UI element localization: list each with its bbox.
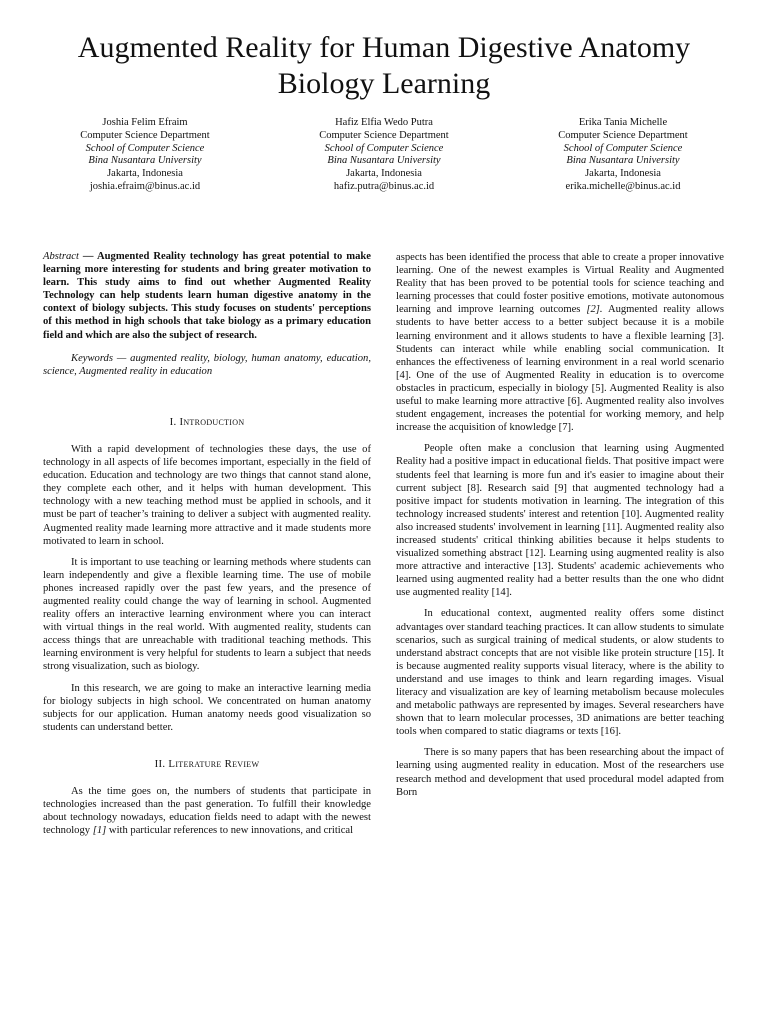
author-dept: Computer Science Department: [558, 129, 688, 141]
lit-text-b: with particular references to new innovations, and critical: [106, 825, 354, 837]
author-name: Hafiz Elfia Wedo Putra: [335, 117, 433, 128]
abstract-text: Augmented Reality technology has great potential to make learning more interesting for students and bring greater motivation to learn. This study aims to find out whether Augmented Reality Technology can help students learn human digestive anatomy in the context of biology subjects. This study focuses on students' perceptions of this method in high schools that take biology as a primary education field and which are also the subject of research.: [43, 251, 371, 341]
section-heading-introduction: I. Introduction: [169, 415, 245, 428]
lit-text-a: As the time goes on, the numbers of students that participate in technologies increased than the past generation. To fulfill their knowledge about technology nowadays, education fields need to adapt with the newest technology: [43, 786, 371, 837]
keywords: [43, 352, 371, 378]
right-text-b: Augmented reality allows students to have better access to a better subject because it is a mobile learning environment and it allows students to have a flexible learning [3]. Students can interact while while enabling social communication. It enhances the effectiveness of learning environment in a real world scenario [4]. One of the use of Augmented Reality in education is to overcome obstacles in practicum, especially in biology [5]. Augmented Reality is also useful to make learning more attractive [6]. Augmented reality also involves student engagement, increases the potential for working memory, and help increase the acquisition of knowledge [7].: [396, 304, 724, 434]
author-dept: Computer Science Department: [80, 129, 210, 141]
literature-paragraph: [43, 785, 371, 837]
section-heading-literature-review: II. Literature Review: [154, 757, 260, 770]
citation: [2].: [586, 304, 603, 316]
author-university: Bina Nusantara University: [566, 155, 680, 167]
abstract-label: Abstract: [43, 251, 79, 262]
author-city: Jakarta, Indonesia: [346, 168, 422, 180]
keywords-label: Keywords: [71, 352, 113, 364]
citation: [1]: [92, 825, 107, 837]
keywords-separator: —: [112, 352, 131, 364]
body-paragraph: There is so many papers that has been researching about the impact of learning using augmented reality in education. Most of the researchers use research method and development that used procedural model adapted from Born: [396, 747, 724, 798]
author-2: [269, 117, 499, 194]
paper-title: Augmented Reality for Human Digestive Anatomy Biology Learning: [77, 31, 691, 100]
abstract-separator: —: [78, 251, 97, 262]
left-column: [43, 250, 371, 837]
author-city: Jakarta, Indonesia: [107, 168, 183, 180]
keywords-text: augmented reality, biology, human anatomy, education, science, Augmented reality in education: [43, 352, 371, 377]
author-3: [508, 117, 738, 194]
author-dept: Computer Science Department: [319, 129, 449, 141]
right-text-a: aspects has been identified the process that able to create a proper innovative learning. One of the newest examples is Virtual Reality and Augmented Reality that has been proved to be potential tools for science teaching and learning processes that could foster positive emotions, motivate autonomous learning and improve learning outcomes: [396, 252, 724, 316]
author-school: School of Computer Science: [85, 142, 205, 154]
author-1: [30, 117, 260, 194]
continued-paragraph: [396, 251, 724, 434]
body-paragraph: People often make a conclusion that learning using Augmented Reality had a positive impact in educational fields. That positive impact were students feel that learning is more fun and it's easier to imagine about their current subject [8]. Research said [9] that augmented technology had a positive impact for students motivation in learning. The integration of this technology increased students' interest and retention [10]. Augmented reality also increased students' involvement in learning [11]. Augmented reality also increased students' critical thinking abilities because it helps students to visualized something abstract [12]. Learning using augmented reality is also more attractive and interactive [13]. Students' academic achievements who learned using augmented reality had a better results than the one who didnt use augmented reality [14].: [396, 443, 724, 599]
author-block: [30, 117, 738, 194]
author-email: hafiz.putra@binus.ac.id: [333, 180, 435, 192]
author-university: Bina Nusantara University: [327, 155, 441, 167]
right-column: [396, 251, 724, 799]
author-school: School of Computer Science: [324, 142, 444, 154]
author-email: erika.michelle@binus.ac.id: [565, 180, 681, 192]
intro-paragraph: With a rapid development of technologies these days, the use of technology in all aspects of life becomes important, especially in the field of education. Education and technology are two things that cannot stand alone, they complete each other, and it helps with human development. This technology with a new teaching method must be applied in schools, and it must be part of teacher’s training to deliver a subject with augmented reality. Augmented reality made learning more attractive and it made students more motivated to learn in school.: [43, 443, 371, 547]
body-paragraph: In educational context, augmented reality offers some distinct advantages over standard teaching practices. It can allow students to simulate scenarios, such as surgical training of medical students, or alow students to understand abstract concepts that are not visible like protein structure [15]. It is because augmented reality supports visual literacy, where is the ability to understand and use images to think and learn regarding images. Visual literacy and visualization are key of learning metabolism because molecules and metabolic pathways are represented by images. Several researchers have shown that to learn molecular processes, 3D animations are better teaching tools when compared to static diagrams or texts [16].: [396, 608, 724, 738]
intro-paragraph: In this research, we are going to make an interactive learning media for biology subjects in high school. We concentrated on human anatomy subjects for our application. Human anatomy needs good visualization so students can understand better.: [43, 682, 371, 733]
author-name: Erika Tania Michelle: [578, 117, 668, 128]
author-name: Joshia Felim Efraim: [102, 117, 188, 128]
author-university: Bina Nusantara University: [88, 155, 202, 167]
author-city: Jakarta, Indonesia: [585, 168, 661, 180]
author-email: joshia.efraim@binus.ac.id: [89, 180, 201, 192]
author-school: School of Computer Science: [563, 142, 683, 154]
abstract: [43, 250, 371, 342]
intro-paragraph: It is important to use teaching or learning methods where students can learn independently and give a flexible learning time. The use of mobile phones increased rapidly over the past few years, and the presence of augmented reality could change the way of learning in school. Augmented reality offers an interactive learning environment where you can interact with virtual things in the real world. With augmented reality, students can access things that are unreachable with traditional teaching methods. This learning environment is very helpful for students to learn a subject that needs strong visualization, such as biology.: [43, 556, 371, 673]
